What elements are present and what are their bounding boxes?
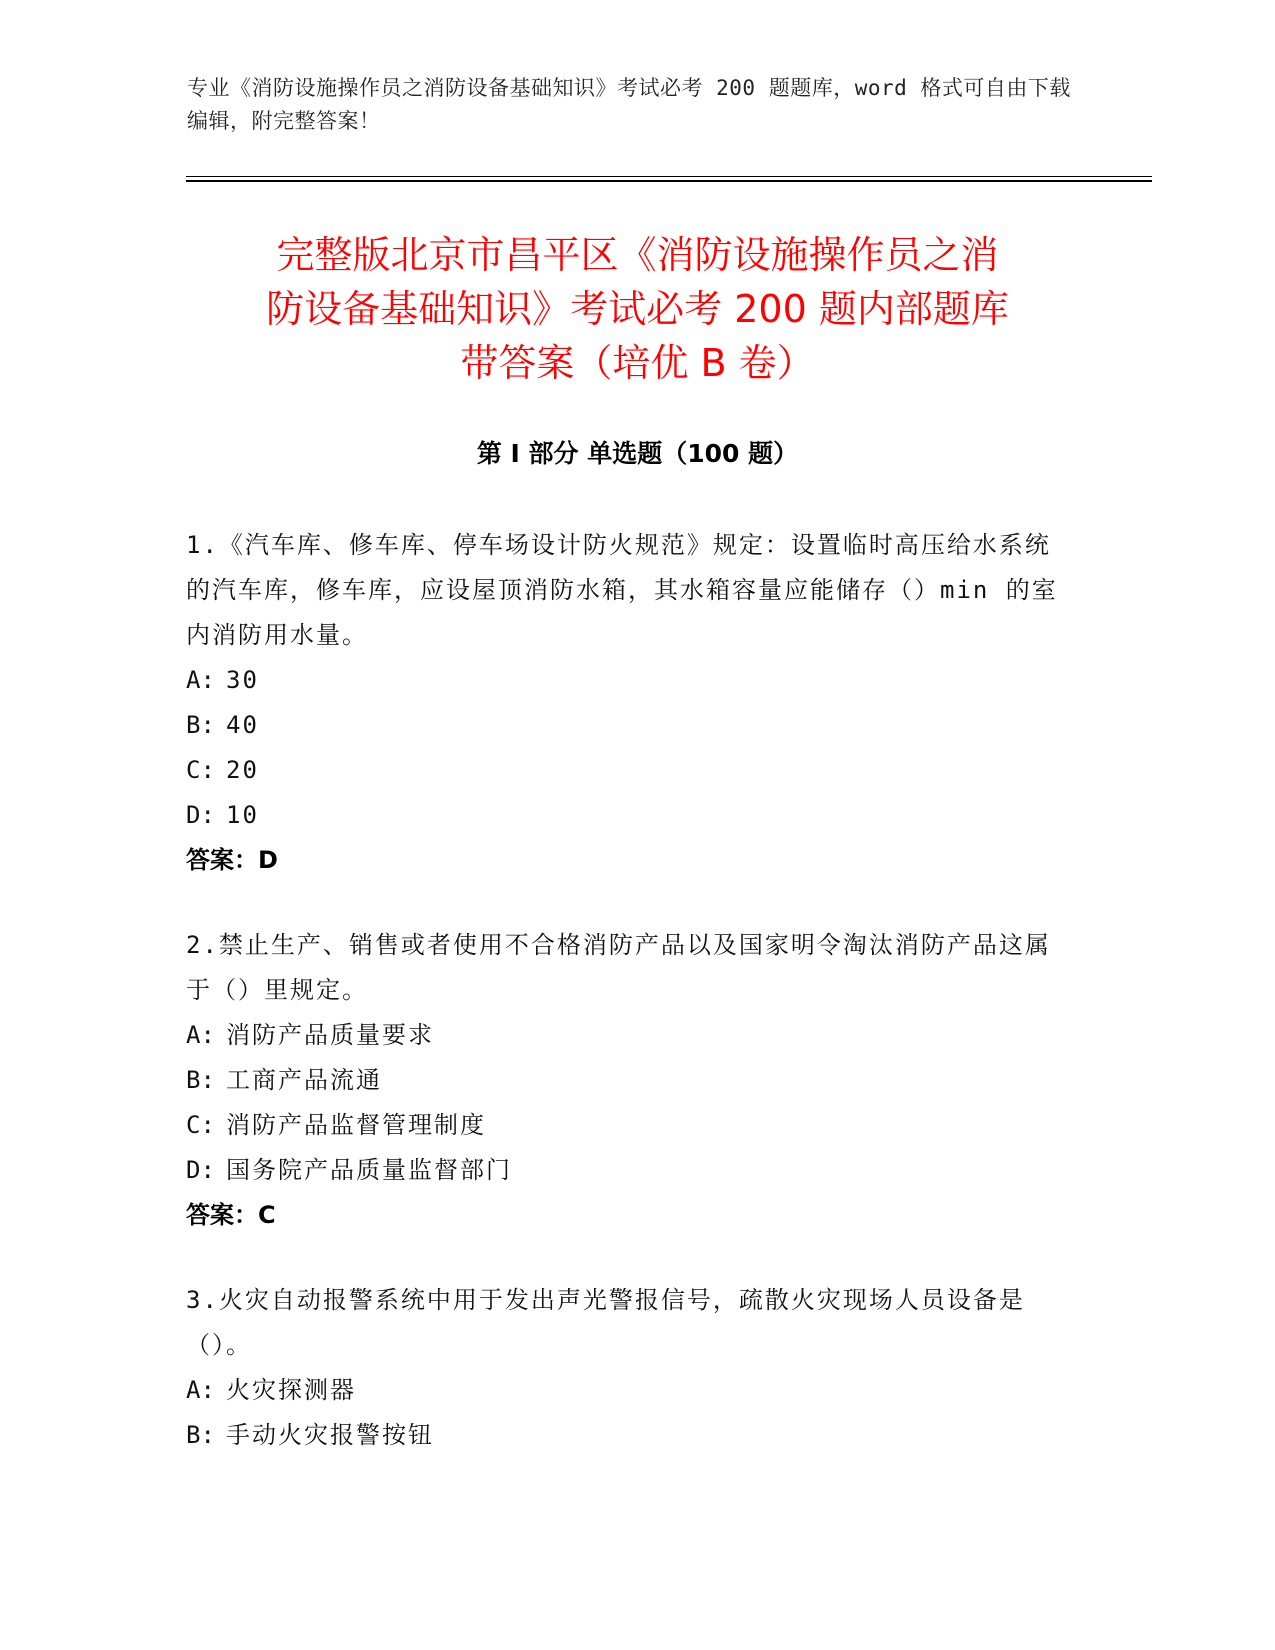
option-text: 30 (226, 666, 259, 694)
option-letter: A: (186, 666, 215, 694)
option-text: 国务院产品质量监督部门 (226, 1156, 512, 1184)
option-letter: D: (186, 801, 215, 829)
option-a (186, 1368, 1066, 1413)
header-note: 专业《消防设施操作员之消防设备基础知识》考试必考 200 题题库，word 格式可自由下载编辑，附完整答案！ (187, 76, 1071, 133)
option-text: 10 (226, 801, 259, 829)
option-text: 火灾探测器 (226, 1376, 356, 1404)
option-b (186, 703, 1066, 748)
option-d (186, 1148, 1066, 1193)
question-1 (186, 523, 1066, 883)
question-stem: 1.《汽车库、修车库、停车场设计防火规范》规定：设置临时高压给水系统的汽车库，修车库，应设屋顶消防水箱，其水箱容量应能储存（）min 的室内消防用水量。 (186, 531, 1058, 649)
option-d (186, 793, 1066, 838)
title-line-1: 完整版北京市昌平区《消防设施操作员之消 (276, 233, 999, 277)
question-stem: 2.禁止生产、销售或者使用不合格消防产品以及国家明令淘汰消防产品这属于（）里规定。 (186, 931, 1051, 1004)
option-letter: B: (186, 1421, 215, 1449)
header-divider-thick (186, 180, 1152, 182)
option-text: 工商产品流通 (226, 1066, 382, 1094)
question-2 (186, 923, 1066, 1238)
header-divider-thin (186, 176, 1152, 177)
option-letter: C: (186, 756, 215, 784)
answer-line: 答案：D (186, 846, 278, 874)
option-b (186, 1413, 1066, 1458)
question-stem: 3.火灾自动报警系统中用于发出声光警报信号，疏散火灾现场人员设备是（）。 (186, 1286, 1025, 1359)
option-letter: A: (186, 1021, 215, 1049)
question-list (186, 523, 1066, 1498)
option-letter: B: (186, 1066, 215, 1094)
option-c (186, 748, 1066, 793)
option-letter: A: (186, 1376, 215, 1404)
option-text: 40 (226, 711, 259, 739)
option-letter: D: (186, 1156, 215, 1184)
section-heading: 第 I 部分 单选题（100 题） (476, 439, 799, 468)
option-text: 消防产品监督管理制度 (226, 1111, 486, 1139)
option-text: 手动火灾报警按钮 (226, 1421, 434, 1449)
option-letter: B: (186, 711, 215, 739)
option-b (186, 1058, 1066, 1103)
option-letter: C: (186, 1111, 215, 1139)
option-text: 20 (226, 756, 259, 784)
option-c (186, 1103, 1066, 1148)
question-3 (186, 1278, 1066, 1458)
option-text: 消防产品质量要求 (226, 1021, 434, 1049)
title-line-3: 带答案（培优 B 卷） (460, 341, 815, 385)
option-a (186, 1013, 1066, 1058)
answer-line: 答案：C (186, 1201, 276, 1229)
title-line-2: 防设备基础知识》考试必考 200 题内部题库 (266, 287, 1009, 331)
document-title (150, 228, 1125, 390)
option-a (186, 658, 1066, 703)
